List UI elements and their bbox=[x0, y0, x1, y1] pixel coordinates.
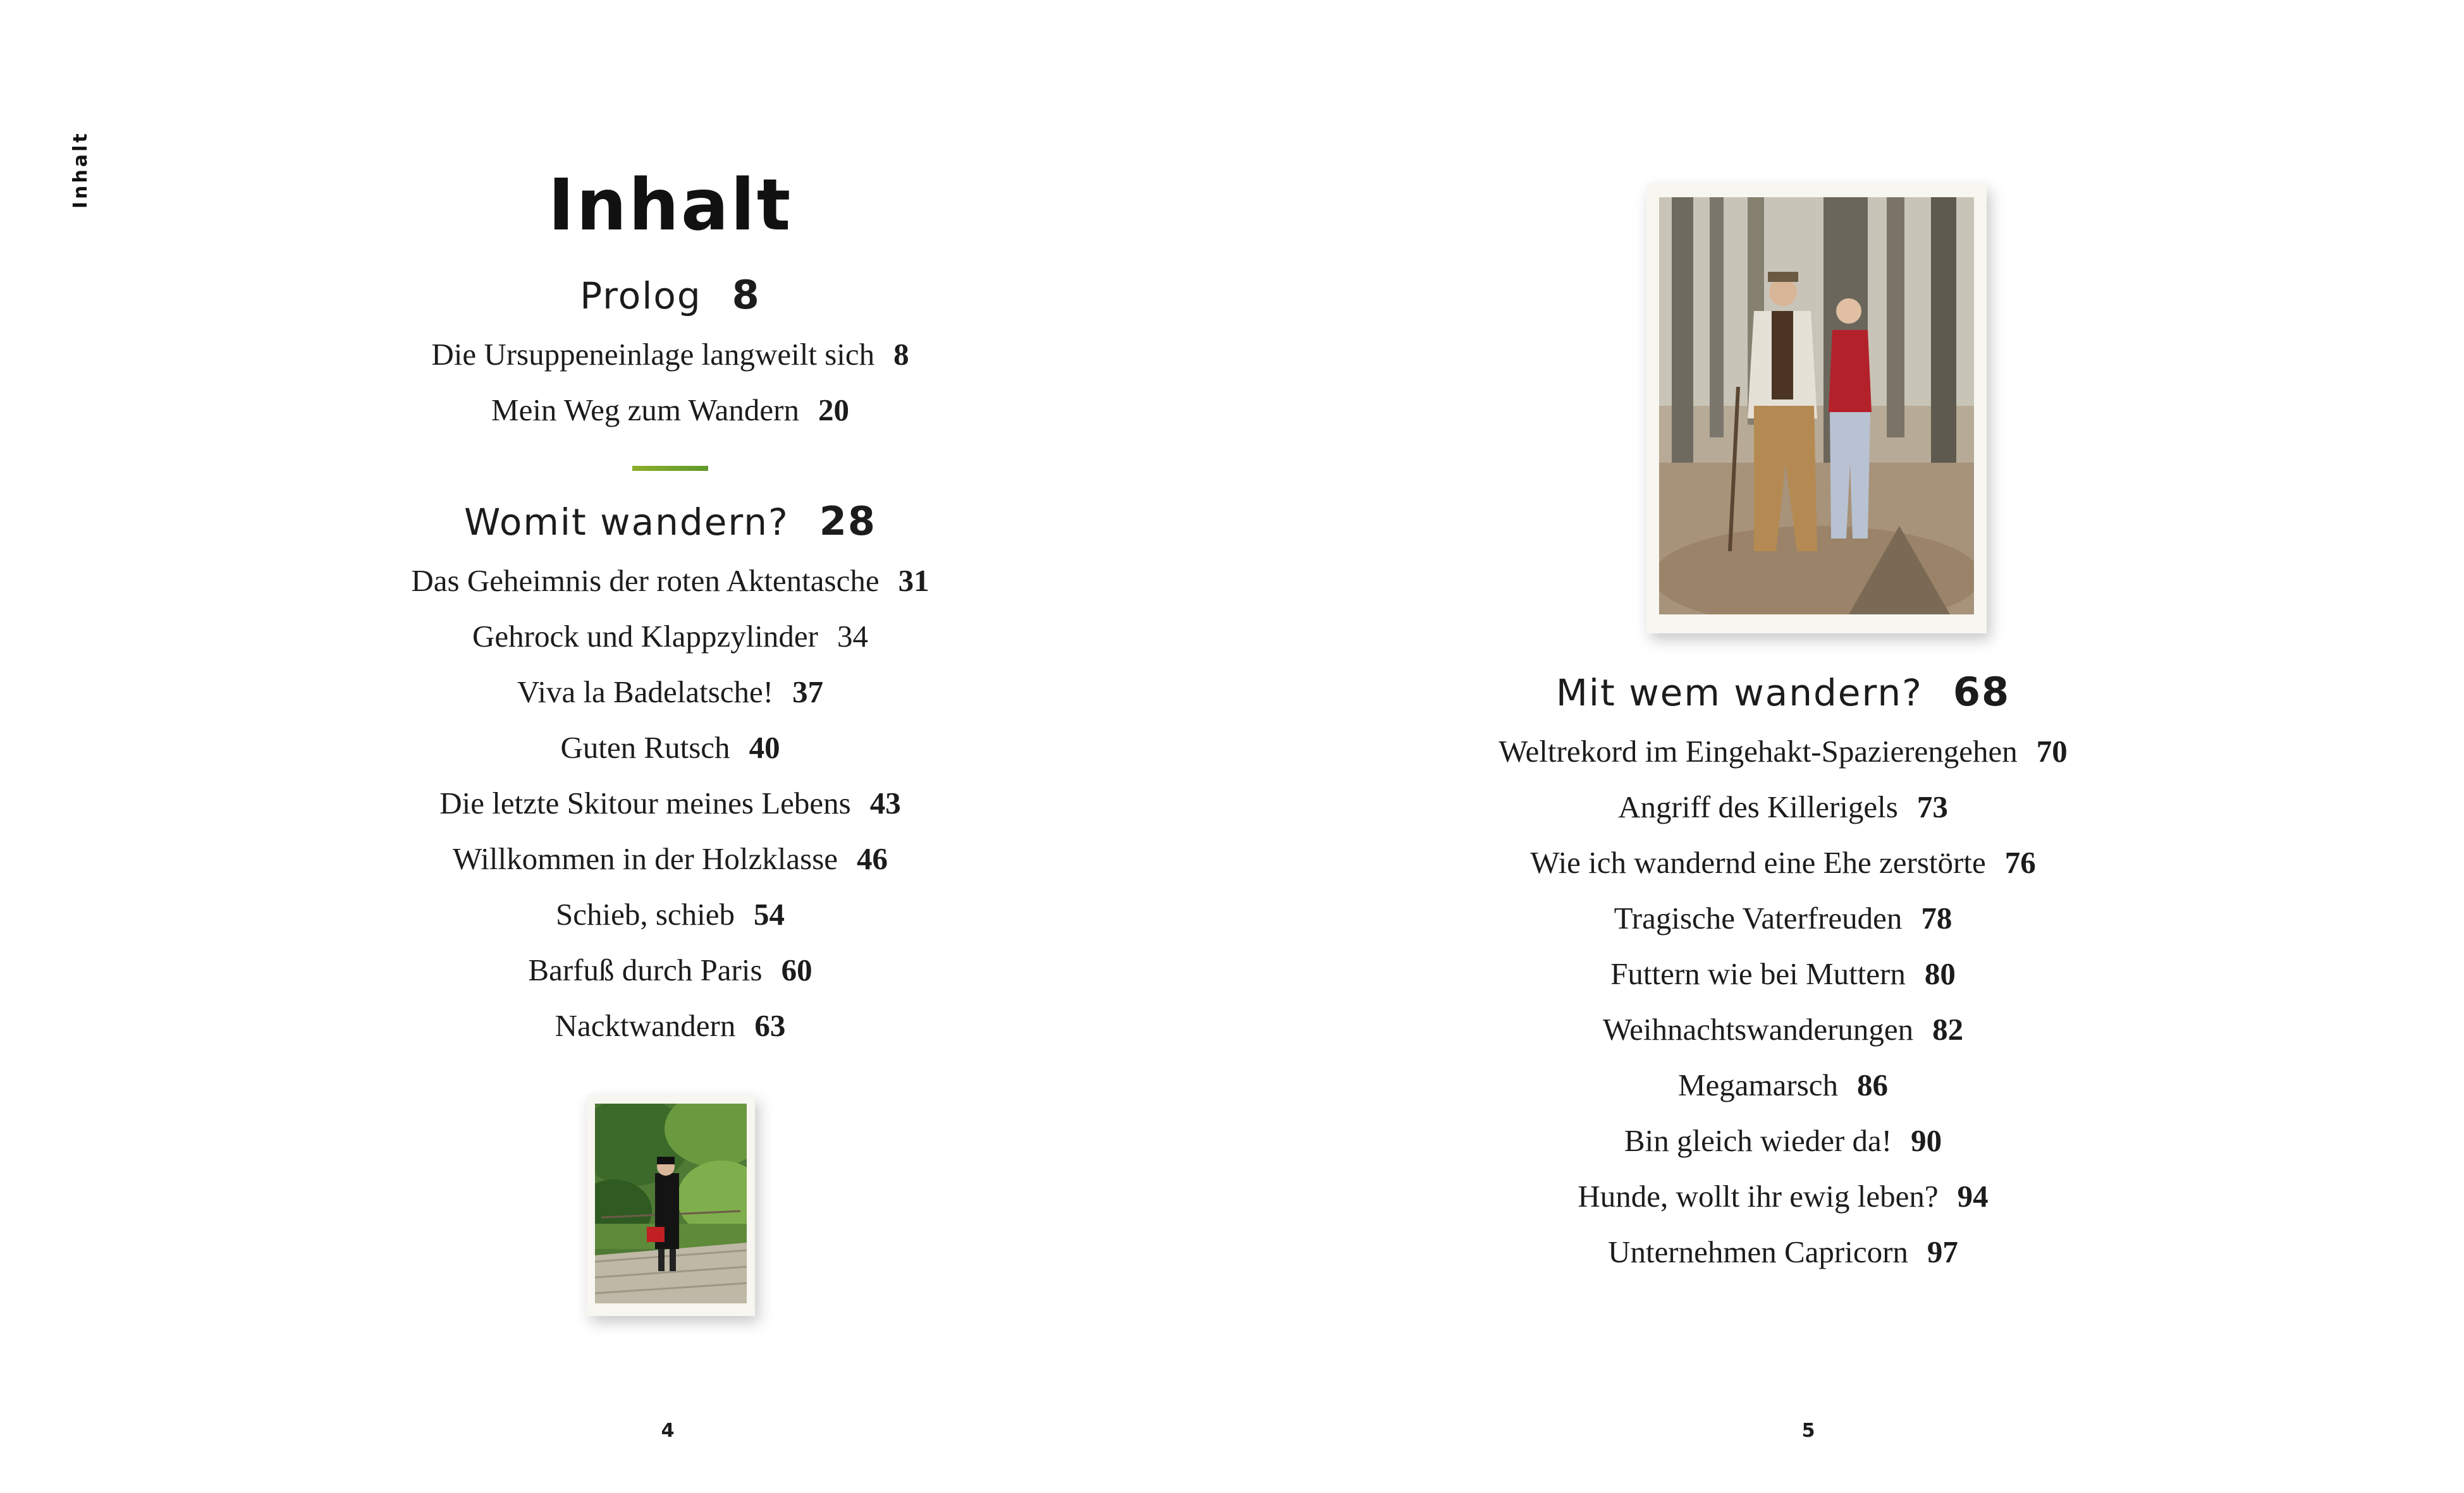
toc-entry-page: 86 bbox=[1857, 1068, 1889, 1102]
toc-entry-title: Tragische Vaterfreuden bbox=[1614, 901, 1903, 935]
toc-entry[interactable] bbox=[354, 942, 986, 998]
toc-entry[interactable] bbox=[1467, 779, 2099, 835]
section-heading-prolog bbox=[354, 264, 986, 327]
toc-entry-title: Nacktwandern bbox=[555, 1008, 736, 1043]
toc-entry-page: 37 bbox=[792, 674, 824, 709]
toc-entry-page: 76 bbox=[2004, 845, 2036, 880]
toc-entry-title: Wie ich wandernd eine Ehe zerstörte bbox=[1530, 845, 1986, 880]
toc-entry-page: 82 bbox=[1932, 1012, 1964, 1047]
toc-entry[interactable] bbox=[1467, 1002, 2099, 1057]
photo-image bbox=[1659, 197, 1974, 614]
toc-entry-title: Das Geheimnis der roten Aktentasche bbox=[411, 563, 880, 598]
toc-entry-page: 46 bbox=[857, 841, 888, 876]
toc-entry-page: 70 bbox=[2036, 734, 2068, 769]
toc-entry-page: 8 bbox=[893, 337, 909, 372]
toc-entry[interactable] bbox=[1467, 835, 2099, 891]
toc-entry-title: Gehrock und Klappzylinder bbox=[472, 619, 818, 654]
toc-entry[interactable] bbox=[354, 609, 986, 664]
page-title: Inhalt bbox=[548, 164, 793, 247]
toc-entry-page: 40 bbox=[749, 730, 780, 765]
toc-entry-title: Hunde, wollt ihr ewig leben? bbox=[1578, 1179, 1939, 1214]
toc-entry-page: 80 bbox=[1924, 956, 1956, 991]
toc-entry-page: 31 bbox=[898, 563, 929, 598]
toc-entry-page: 34 bbox=[837, 619, 868, 654]
toc-entry[interactable] bbox=[354, 887, 986, 942]
toc-entry[interactable] bbox=[1467, 1057, 2099, 1113]
section-heading-womit-wandern bbox=[354, 490, 986, 553]
toc-entry[interactable] bbox=[354, 831, 986, 887]
toc-entry[interactable] bbox=[354, 998, 986, 1054]
section-page-number: 68 bbox=[1952, 669, 2011, 715]
toc-entry-page: 43 bbox=[869, 786, 901, 820]
section-page-number: 28 bbox=[819, 498, 877, 544]
toc-entry-title: Mein Weg zum Wandern bbox=[491, 393, 799, 427]
toc-entry-title: Angriff des Killerigels bbox=[1618, 789, 1898, 824]
toc-entry-title: Die Ursuppeneinlage langweilt sich bbox=[431, 337, 875, 372]
toc-entry[interactable] bbox=[354, 327, 986, 382]
toc-entry[interactable] bbox=[354, 720, 986, 776]
toc-entry[interactable] bbox=[1467, 1169, 2099, 1224]
section-heading-mit-wem-wandern bbox=[1467, 661, 2099, 724]
toc-entry[interactable] bbox=[354, 382, 986, 438]
toc-entry[interactable] bbox=[354, 664, 986, 720]
toc-entry[interactable] bbox=[354, 776, 986, 831]
toc-entry-page: 63 bbox=[754, 1008, 786, 1043]
toc-entry[interactable] bbox=[354, 553, 986, 609]
toc-left-column bbox=[354, 155, 986, 1054]
section-title: Mit wem wandern? bbox=[1555, 671, 1923, 714]
toc-entry[interactable] bbox=[1467, 946, 2099, 1002]
toc-entry-page: 20 bbox=[818, 393, 849, 427]
photo-man-with-red-briefcase bbox=[587, 1095, 755, 1316]
toc-entry-page: 97 bbox=[1927, 1234, 1958, 1269]
toc-entry-title: Futtern wie bei Muttern bbox=[1610, 956, 1906, 991]
section-divider bbox=[632, 466, 708, 471]
toc-entry-title: Megamarsch bbox=[1677, 1068, 1839, 1102]
toc-entry-title: Schieb, schieb bbox=[555, 897, 735, 932]
toc-entry-title: Bin gleich wieder da! bbox=[1624, 1123, 1892, 1158]
toc-entry-page: 73 bbox=[1916, 789, 1948, 824]
section-title: Prolog bbox=[580, 274, 702, 317]
toc-entry-title: Unternehmen Capricorn bbox=[1608, 1234, 1908, 1269]
running-head: Inhalt bbox=[70, 131, 92, 209]
toc-entry-page: 60 bbox=[781, 953, 812, 987]
toc-entry[interactable] bbox=[1467, 1224, 2099, 1280]
toc-right-column bbox=[1467, 661, 2099, 1280]
toc-entry-title: Die letzte Skitour meines Lebens bbox=[439, 786, 851, 820]
toc-entry-page: 54 bbox=[754, 897, 785, 932]
toc-entry-title: Willkommen in der Holzklasse bbox=[452, 841, 838, 876]
toc-entry-title: Weihnachtswanderungen bbox=[1602, 1012, 1914, 1047]
toc-entry-page: 94 bbox=[1957, 1179, 1989, 1214]
section-title: Womit wandern? bbox=[463, 501, 789, 544]
page-number-right: 5 bbox=[1801, 1420, 1815, 1442]
page-number-left: 4 bbox=[661, 1420, 675, 1442]
photo-image bbox=[595, 1104, 747, 1303]
toc-entry-title: Weltrekord im Eingehakt-Spazierengehen bbox=[1499, 734, 2018, 769]
toc-entry[interactable] bbox=[1467, 724, 2099, 779]
section-page-number: 8 bbox=[732, 272, 761, 318]
toc-entry-title: Viva la Badelatsche! bbox=[517, 674, 774, 709]
toc-entry[interactable] bbox=[1467, 1113, 2099, 1169]
photo-man-and-boy-in-forest bbox=[1646, 183, 1987, 633]
toc-entry-page: 90 bbox=[1911, 1123, 1942, 1158]
toc-entry-title: Barfuß durch Paris bbox=[528, 953, 763, 987]
toc-entry[interactable] bbox=[1467, 891, 2099, 946]
toc-entry-title: Guten Rutsch bbox=[560, 730, 730, 765]
toc-entry-page: 78 bbox=[1921, 901, 1952, 935]
